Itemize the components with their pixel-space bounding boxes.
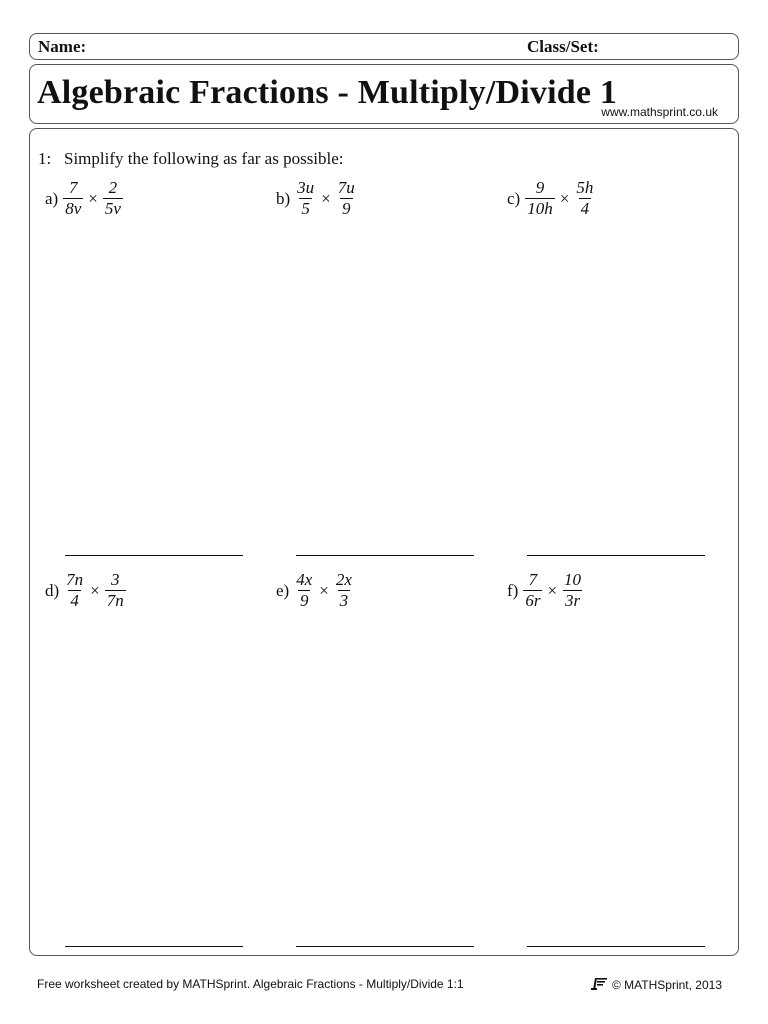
denominator: 5 — [301, 199, 310, 218]
problem-f — [507, 571, 585, 610]
questions-box — [29, 128, 739, 956]
fraction-right — [105, 571, 126, 610]
question-heading — [38, 149, 344, 169]
problem-e — [276, 571, 356, 610]
question-instruction: Simplify the following as far as possible: — [64, 149, 344, 168]
numerator: 3u — [297, 178, 315, 197]
denominator: 3r — [564, 591, 581, 610]
numerator: 5h — [576, 178, 594, 197]
problem-label: c) — [507, 188, 521, 208]
multiply-sign: × — [88, 188, 98, 208]
problem-a — [45, 179, 125, 218]
numerator: 2 — [108, 178, 118, 197]
denominator: 4 — [580, 199, 590, 218]
problem-label: b) — [276, 188, 291, 208]
footer-copyright-block — [590, 975, 722, 994]
fraction-left — [525, 179, 555, 218]
fraction-right — [336, 179, 357, 218]
problem-b — [276, 179, 359, 218]
denominator: 4 — [70, 591, 79, 610]
numerator: 9 — [535, 178, 545, 197]
problem-label: d) — [45, 580, 60, 600]
denominator: 7n — [106, 591, 124, 610]
fraction-right — [103, 179, 123, 218]
fraction-right — [334, 571, 354, 610]
mathsprint-logo-icon — [590, 975, 608, 994]
denominator: 3 — [339, 591, 349, 610]
page-title: Algebraic Fractions - Multiply/Divide 1 — [37, 74, 618, 111]
multiply-sign: × — [547, 580, 558, 600]
class-set-label: Class/Set: — [527, 37, 599, 56]
answer-line-f[interactable] — [527, 946, 705, 947]
title-box — [29, 64, 739, 124]
fraction-right — [562, 571, 583, 610]
footer-copyright: © MATHSprint, 2013 — [612, 977, 722, 992]
problem-c — [507, 179, 597, 218]
fraction-left — [64, 571, 85, 610]
fraction-left — [63, 179, 83, 218]
problem-label: e) — [276, 580, 290, 600]
numerator: 2x — [335, 570, 352, 589]
multiply-sign: × — [559, 188, 570, 208]
problem-label: f) — [507, 580, 519, 600]
answer-line-e[interactable] — [296, 946, 474, 947]
denominator: 10h — [527, 199, 553, 218]
numerator: 7n — [66, 570, 84, 589]
name-label: Name: — [38, 37, 87, 56]
question-number: 1: — [38, 149, 52, 168]
numerator: 7 — [528, 570, 538, 589]
problem-label: a) — [45, 188, 59, 208]
fraction-right — [574, 179, 595, 218]
numerator: 4x — [296, 570, 313, 589]
footer-credit: Free worksheet created by MATHSprint. Algebraic Fractions - Multiply/Divide 1:1 — [37, 977, 464, 991]
multiply-sign: × — [319, 580, 329, 600]
numerator: 3 — [111, 570, 120, 589]
name-class-header — [29, 33, 739, 60]
numerator: 10 — [564, 570, 582, 589]
problem-d — [45, 571, 128, 610]
denominator: 9 — [299, 591, 309, 610]
site-url: www.mathsprint.co.uk — [601, 105, 718, 119]
denominator: 9 — [342, 199, 351, 218]
fraction-left — [295, 179, 316, 218]
answer-line-a[interactable] — [65, 555, 243, 556]
numerator: 7u — [337, 178, 355, 197]
numerator: 7 — [68, 178, 78, 197]
denominator: 5v — [104, 199, 121, 218]
fraction-left — [294, 571, 314, 610]
denominator: 6r — [525, 591, 541, 610]
answer-line-b[interactable] — [296, 555, 474, 556]
fraction-left — [523, 571, 542, 610]
answer-line-c[interactable] — [527, 555, 705, 556]
multiply-sign: × — [321, 188, 331, 208]
multiply-sign: × — [90, 580, 100, 600]
answer-line-d[interactable] — [65, 946, 243, 947]
denominator: 8v — [65, 199, 82, 218]
